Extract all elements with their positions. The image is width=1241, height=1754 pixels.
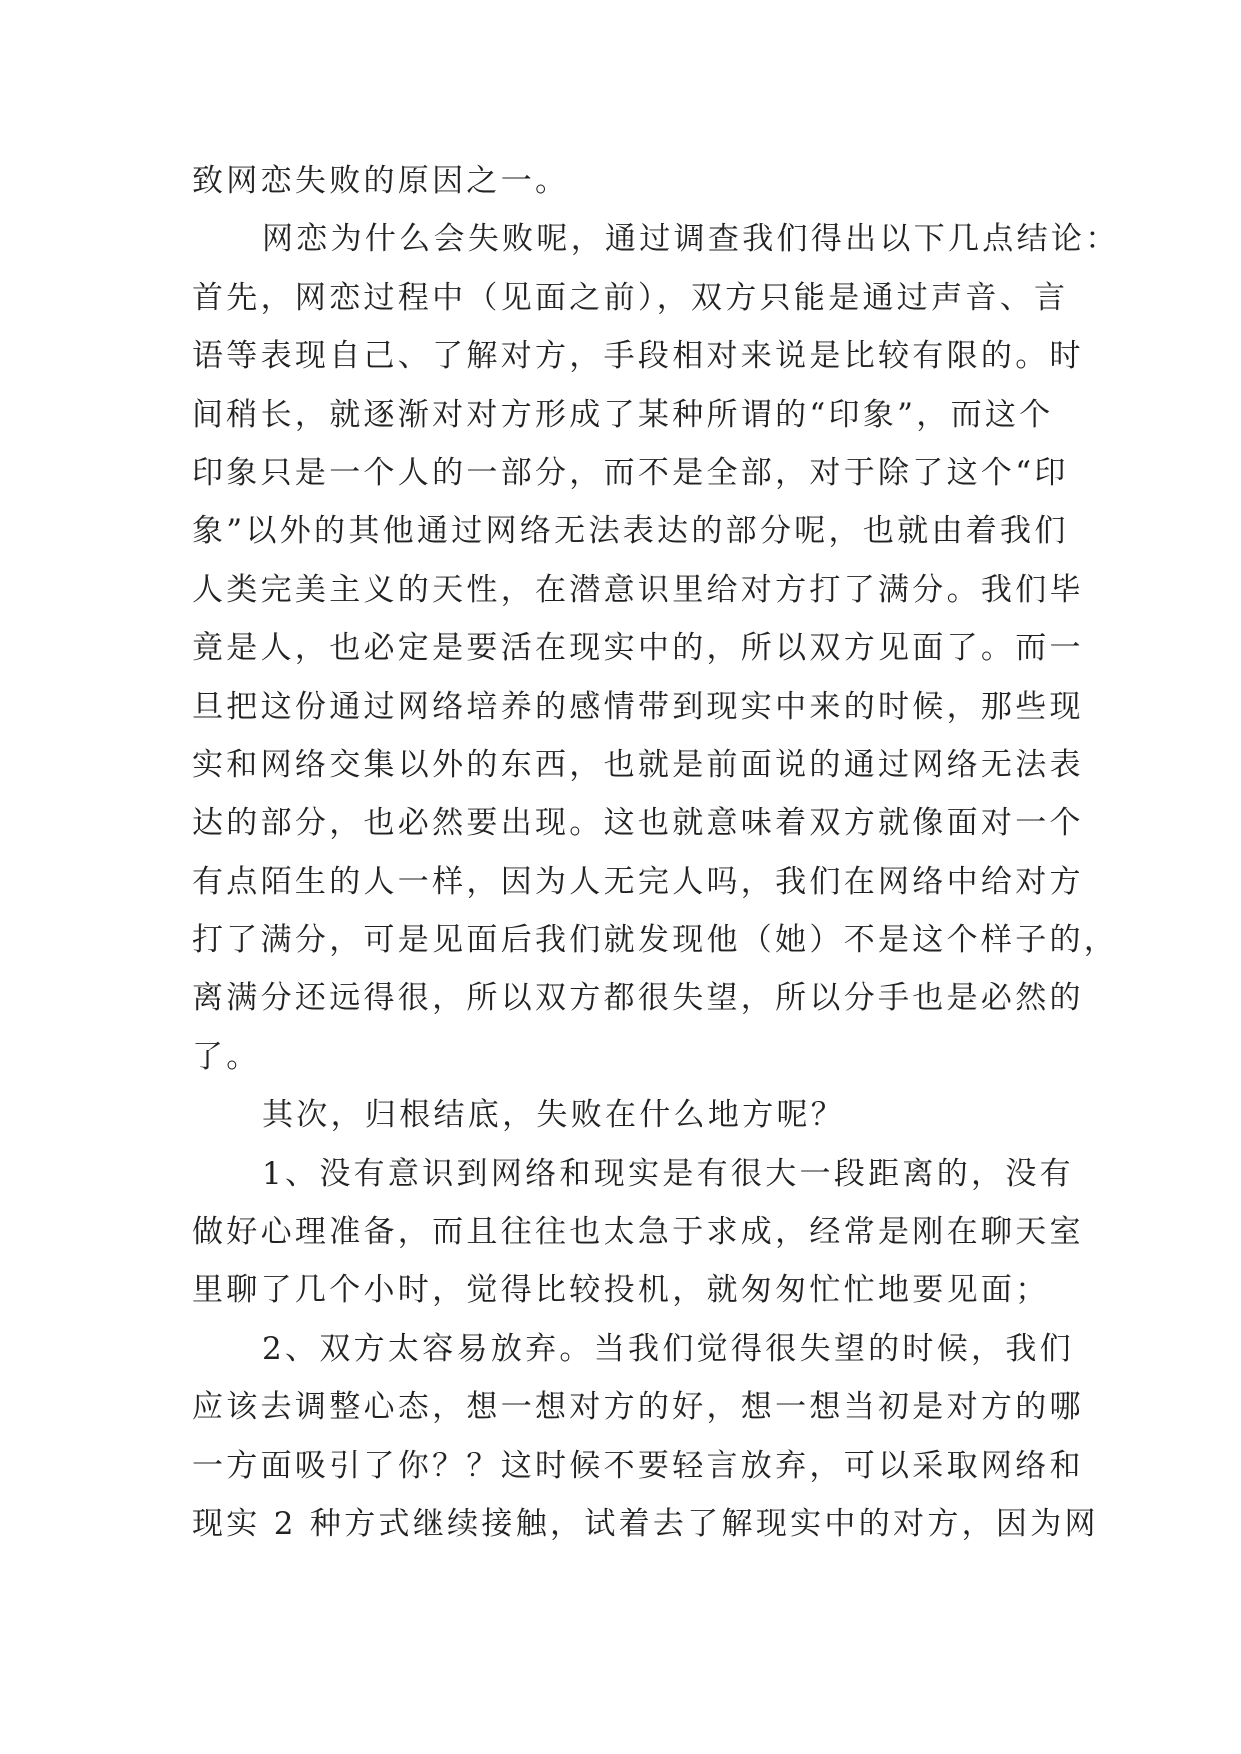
- text-line: 旦把这份通过网络培养的感情带到现实中来的时候，那些现: [192, 688, 1084, 725]
- text-line: 1、没有意识到网络和现实是有很大一段距离的，没有: [262, 1155, 1074, 1192]
- document-body: [192, 152, 1120, 1553]
- text-line: 实和网络交集以外的东西，也就是前面说的通过网络无法表: [192, 746, 1084, 783]
- text-line: 人类完美主义的天性，在潜意识里给对方打了满分。我们毕: [192, 571, 1084, 608]
- text-line: 了。: [192, 1038, 261, 1075]
- text-line: 有点陌生的人一样，因为人无完人吗，我们在网络中给对方: [192, 863, 1084, 900]
- text-line: 一方面吸引了你？？这时候不要轻言放弃，可以采取网络和: [192, 1447, 1084, 1484]
- text-line: 竟是人，也必定是要活在现实中的，所以双方见面了。而一: [192, 630, 1084, 667]
- text-line: 做好心理准备，而且往往也太急于求成，经常是刚在聊天室: [192, 1214, 1084, 1251]
- text-line: 首先，网恋过程中（见面之前），双方只能是通过声音、言: [192, 279, 1069, 316]
- text-line: 里聊了几个小时，觉得比较投机，就匆匆忙忙地要见面；: [192, 1272, 1050, 1309]
- text-line: 致网恋失败的原因之一。: [192, 163, 570, 199]
- text-line: 象”以外的其他通过网络无法表达的部分呢，也就由着我们: [192, 513, 1069, 550]
- text-line: 打了满分，可是见面后我们就发现他（她）不是这个样子的，: [192, 922, 1119, 959]
- text-line: 应该去调整心态，想一想对方的好，想一想当初是对方的哪: [192, 1389, 1084, 1426]
- text-line: 印象只是一个人的一部分，而不是全部，对于除了这个“印: [192, 454, 1069, 491]
- text-line: 间稍长，就逐渐对对方形成了某种所谓的“印象”，而这个: [192, 396, 1054, 433]
- text-line: 其次，归根结底，失败在什么地方呢？: [262, 1097, 846, 1134]
- text-line: 语等表现自己、了解对方，手段相对来说是比较有限的。时: [192, 338, 1084, 375]
- text-line: 达的部分，也必然要出现。这也就意味着双方就像面对一个: [192, 805, 1084, 842]
- text-line: 网恋为什么会失败呢，通过调查我们得出以下几点结论：: [262, 221, 1120, 258]
- text-line: 离满分还远得很，所以双方都很失望，所以分手也是必然的: [192, 980, 1084, 1017]
- text-line: 2、双方太容易放弃。当我们觉得很失望的时候，我们: [262, 1330, 1074, 1367]
- text-line: 现实 2 种方式继续接触，试着去了解现实中的对方，因为网: [192, 1505, 1099, 1542]
